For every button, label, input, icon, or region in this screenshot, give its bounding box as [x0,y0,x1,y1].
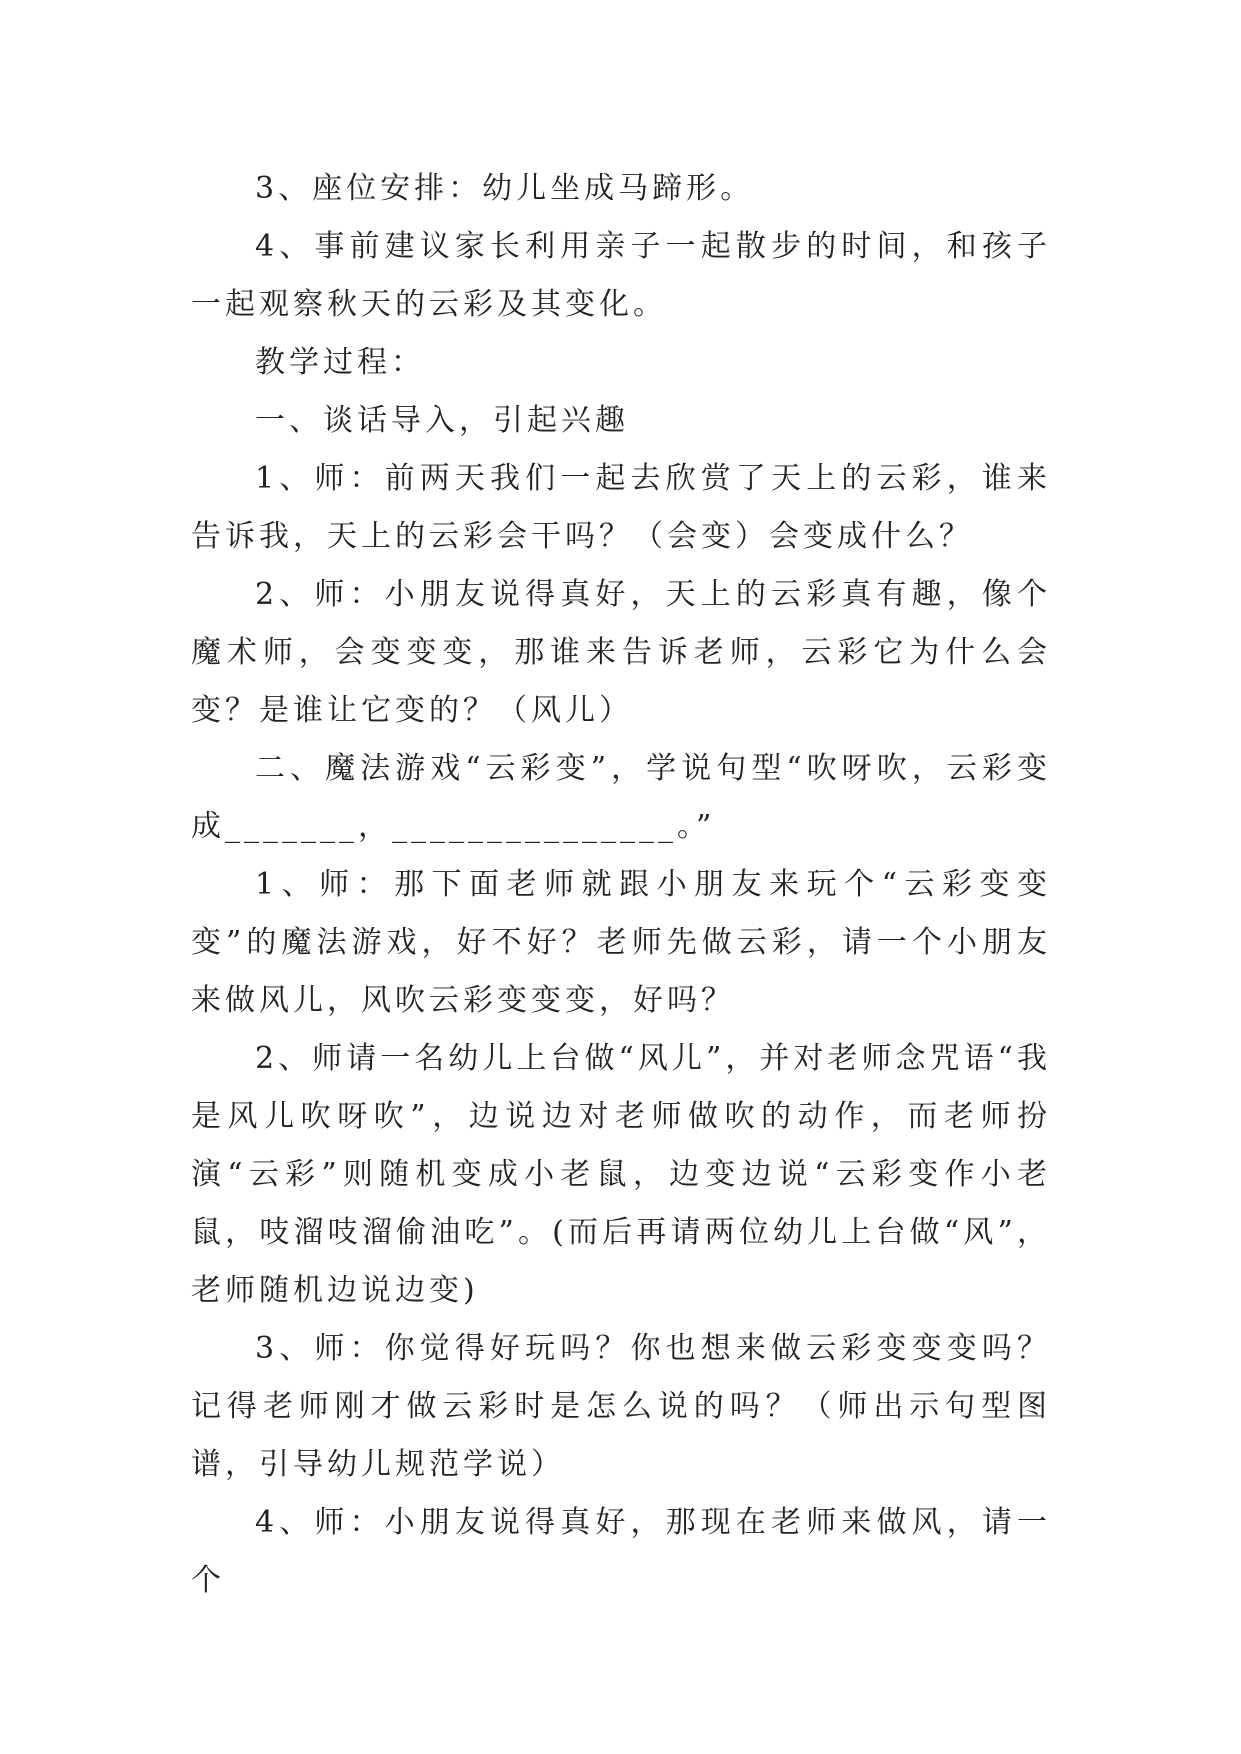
paragraph-parent-suggestion: 4、事前建议家长利用亲子一起散步的时间，和孩子一起观察秋天的云彩及其变化。 [191,229,1051,322]
paragraph-seating: 3、座位安排：幼儿坐成马蹄形。 [255,171,755,206]
paragraph-step-1: 1、师：前两天我们一起去欣赏了天上的云彩，谁来告诉我，天上的云彩会干吗？（会变）会变成什么？ [191,461,1051,554]
section-heading-intro: 一、谈话导入，引起兴趣 [255,403,629,438]
document-body [191,160,1051,1610]
paragraph-game-step-4: 4、师：小朋友说得真好，那现在老师来做风，请一个 [191,1505,1051,1598]
paragraph-game-step-1: 1、师：那下面老师就跟小朋友来玩个“云彩变变变”的魔法游戏，好不好？老师先做云彩，请一个小朋友来做风儿，风吹云彩变变变，好吗？ [191,867,1051,1018]
section-heading-magic-game: 二、魔法游戏“云彩变”，学说句型“吹呀吹，云彩变成_______，_______________。” [191,751,1051,844]
paragraph-game-step-2: 2、师请一名幼儿上台做“风儿”，并对老师念咒语“我是风儿吹呀吹”，边说边对老师做吹的动作，而老师扮演“云彩”则随机变成小老鼠，边变边说“云彩变作小老鼠，吱溜吱溜偷油吃”。(而后再请两位幼儿上台做“风”，老师随机边说边变) [191,1041,1051,1308]
paragraph-game-step-3: 3、师：你觉得好玩吗？你也想来做云彩变变变吗？记得老师刚才做云彩时是怎么说的吗？（师出示句型图谱，引导幼儿规范学说） [191,1331,1051,1482]
paragraph-step-2: 2、师：小朋友说得真好，天上的云彩真有趣，像个魔术师，会变变变，那谁来告诉老师，云彩它为什么会变？是谁让它变的？（风儿） [191,577,1051,728]
paragraph-teaching-process-heading: 教学过程： [255,345,425,380]
